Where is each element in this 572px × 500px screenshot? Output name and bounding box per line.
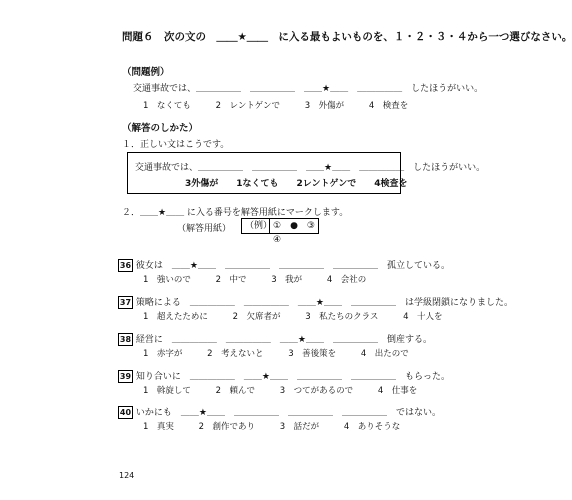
problem-title: 問題６ 次の文の ＿＿★＿＿ に入る最もよいものを、１・２・３・４から一つ選びなさい。: [122, 31, 572, 43]
option-1: 1 赤字が: [143, 349, 183, 359]
option-3: 3 話だが: [279, 422, 320, 432]
question-sentence: 経営に ＿＿＿＿＿ ＿＿＿＿＿ ＿＿★＿＿ ＿＿＿＿＿ 倒産する。: [135, 335, 432, 345]
option-1: 1 強いので: [143, 275, 191, 285]
page-number: 124: [119, 471, 135, 480]
option-2: 2 考えないと: [207, 349, 264, 359]
howto-heading: （解答のしかた）: [122, 123, 199, 134]
question-38: [118, 332, 432, 346]
example-option-1: 1 なくても: [143, 101, 191, 111]
option-3: 3 善後策を: [288, 349, 337, 359]
example-heading: （問題例）: [122, 67, 170, 78]
example-option-2: 2 レントゲンで: [215, 101, 280, 111]
option-4: 4 ありそうな: [343, 422, 401, 432]
question-sentence: 知り合いに ＿＿＿＿＿ ＿＿★＿＿ ＿＿＿＿＿ ＿＿＿＿＿ もらった。: [135, 372, 450, 382]
question-number: 38: [119, 335, 132, 344]
example-options: [143, 99, 430, 111]
option-4: 4 十人を: [403, 312, 443, 322]
question-number: 40: [119, 408, 132, 417]
option-3: 3 私たちのクラス: [305, 312, 379, 322]
example-option-3: 3 外傷が: [304, 101, 345, 111]
option-2: 2 頼んで: [215, 386, 256, 396]
option-3: 3 我が: [271, 275, 303, 285]
question-number: 37: [119, 298, 132, 307]
question-39-options: [143, 384, 439, 396]
option-1: 1 斡旋して: [143, 386, 191, 396]
question-sentence: 彼女は ＿＿★＿＿ ＿＿＿＿＿ ＿＿＿＿＿ ＿＿＿＿＿ 孤立している。: [135, 261, 450, 271]
option-2: 2 中で: [215, 275, 247, 285]
question-40: [118, 405, 441, 419]
answer-sheet-grid: [241, 218, 325, 245]
answer-sheet-label: （解答用紙）: [177, 224, 232, 234]
howto-step1: １．正しい文はこうです。: [122, 140, 230, 150]
question-sentence: いかにも ＿＿★＿＿ ＿＿＿＿＿ ＿＿＿＿＿ ＿＿＿＿＿ ではない。: [135, 408, 441, 418]
option-1: 1 超えたために: [143, 312, 208, 322]
question-39: [118, 369, 450, 383]
box-answers: 3外傷が 1なくても 2レントゲンで 4検査を: [185, 179, 408, 189]
question-36: [118, 258, 450, 272]
option-3: 3 つてがあるので: [279, 386, 354, 396]
answer-marks: ① ● ③ ④: [269, 219, 318, 233]
option-2: 2 欠席者が: [232, 312, 281, 322]
question-37-options: [143, 310, 465, 322]
question-37: [118, 295, 513, 309]
question-number: 36: [119, 261, 132, 270]
box-sentence: 交通事故では、＿＿＿＿＿ ＿＿＿＿＿ ＿＿★＿＿ ＿＿＿＿＿ したほうがいい。: [135, 163, 486, 173]
question-number: 39: [119, 372, 132, 381]
option-4: 4 会社の: [326, 275, 367, 285]
question-36-options: [143, 273, 388, 285]
howto-step2: ２．＿＿★＿＿ に入る番号を解答用紙にマークします。: [122, 208, 349, 218]
example-option-4: 4 検査を: [368, 101, 409, 111]
option-1: 1 真実: [143, 422, 174, 432]
option-2: 2 創作であり: [198, 422, 256, 432]
option-4: 4 出たので: [360, 349, 409, 359]
answer-example-label: （例）: [245, 221, 273, 231]
option-4: 4 仕事を: [377, 386, 418, 396]
question-38-options: [143, 347, 431, 359]
question-sentence: 策略による ＿＿＿＿＿ ＿＿＿＿＿ ＿＿★＿＿ ＿＿＿＿＿ は学級閉鎖になりました。: [135, 298, 513, 308]
example-sentence: 交通事故では、＿＿＿＿＿ ＿＿＿＿＿ ＿＿★＿＿ ＿＿＿＿＿ したほうがいい。: [133, 84, 484, 94]
question-40-options: [143, 420, 422, 432]
